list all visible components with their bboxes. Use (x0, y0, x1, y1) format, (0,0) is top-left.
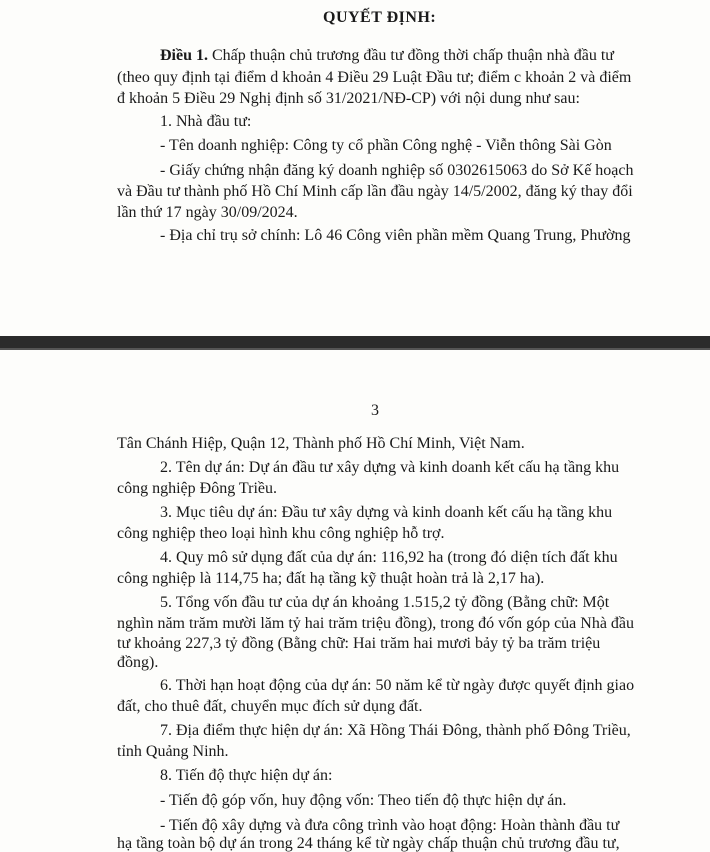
text-line: công nghiệp là 114,75 ha; đất hạ tầng kỹ thuật hoàn trả là 2,17 ha). (117, 570, 545, 587)
article-label: Điều 1. (160, 47, 208, 64)
article-1-line-3: đ khoản 5 Điều 29 Nghị định số 31/2021/NĐ-CP) với nội dung như sau: (117, 90, 580, 107)
text-line: 6. Thời hạn hoạt động của dự án: 50 năm kể từ ngày được quyết định giao (160, 677, 635, 694)
text-line: đồng). (117, 654, 159, 671)
text-line: 8. Tiến độ thực hiện dự án: (160, 767, 333, 784)
head-office-line: - Địa chỉ trụ sở chính: Lô 46 Công viên phần mềm Quang Trung, Phường (160, 227, 631, 244)
text-line: 3. Mục tiêu dự án: Đầu tư xây dựng và kinh doanh kết cấu hạ tầng khu (160, 504, 613, 521)
investor-heading: 1. Nhà đầu tư: (160, 113, 252, 130)
page-separator (0, 336, 710, 350)
text-line: tỉnh Quảng Ninh. (117, 743, 229, 760)
business-cert-line-2: và Đầu tư thành phố Hồ Chí Minh cấp lần đầu ngày 14/5/2002, đăng ký thay đổi (117, 183, 633, 200)
document-page-bottom (0, 350, 710, 852)
text-line: 7. Địa điểm thực hiện dự án: Xã Hồng Thái Đông, thành phố Đông Triều, (160, 722, 631, 739)
text-line: Tân Chánh Hiệp, Quận 12, Thành phố Hồ Chí Minh, Việt Nam. (117, 435, 525, 452)
margin-stamp-mark (692, 770, 706, 840)
article-1-line-1 (160, 46, 614, 66)
company-name-line: - Tên doanh nghiệp: Công ty cổ phần Công nghệ - Viễn thông Sài Gòn (160, 137, 612, 154)
text-line: công nghiệp theo loại hình khu công nghiệp hỗ trợ. (117, 525, 445, 542)
text-line: 2. Tên dự án: Dự án đầu tư xây dựng và kinh doanh kết cấu hạ tầng khu (160, 459, 620, 476)
article-line-1-text: Chấp thuận chủ trương đầu tư đồng thời chấp thuận nhà đầu tư (208, 47, 614, 64)
business-cert-line-3: lần thứ 17 ngày 30/09/2024. (117, 204, 298, 221)
text-line: - Tiến độ góp vốn, huy động vốn: Theo tiến độ thực hiện dự án. (160, 792, 567, 809)
business-cert-line-1: - Giấy chứng nhận đăng ký doanh nghiệp số 0302615063 do Sở Kế hoạch (160, 162, 634, 179)
article-1-line-2: (theo quy định tại điểm d khoản 4 Điều 29 Luật Đầu tư; điểm c khoản 2 và điểm (117, 69, 632, 86)
text-line: - Tiến độ xây dựng và đưa công trình vào hoạt động: Hoàn thành đầu tư (160, 817, 620, 834)
text-line: 5. Tổng vốn đầu tư của dự án khoảng 1.515,2 tỷ đồng (Bằng chữ: Một (160, 594, 610, 611)
text-line: đất, cho thuê đất, chuyển mục đích sử dụng đất. (117, 698, 423, 715)
text-line: công nghiệp Đông Triều. (117, 480, 277, 497)
text-line: hạ tầng toàn bộ dự án trong 24 tháng kể từ ngày chấp thuận chủ trương đầu tư, (117, 835, 620, 852)
document-page-top (0, 0, 710, 336)
text-line: nghìn năm trăm mười lăm tỷ hai trăm triệu đồng), trong đó vốn góp của Nhà đầu (117, 615, 635, 632)
decision-heading: QUYẾT ĐỊNH: (323, 9, 437, 26)
page-number: 3 (371, 402, 379, 419)
text-line: 4. Quy mô sử dụng đất của dự án: 116,92 ha (trong đó diện tích đất khu (160, 549, 618, 566)
text-line: tư khoảng 227,3 tỷ đồng (Bằng chữ: Hai trăm hai mươi bảy tỷ ba trăm triệu (117, 635, 601, 652)
